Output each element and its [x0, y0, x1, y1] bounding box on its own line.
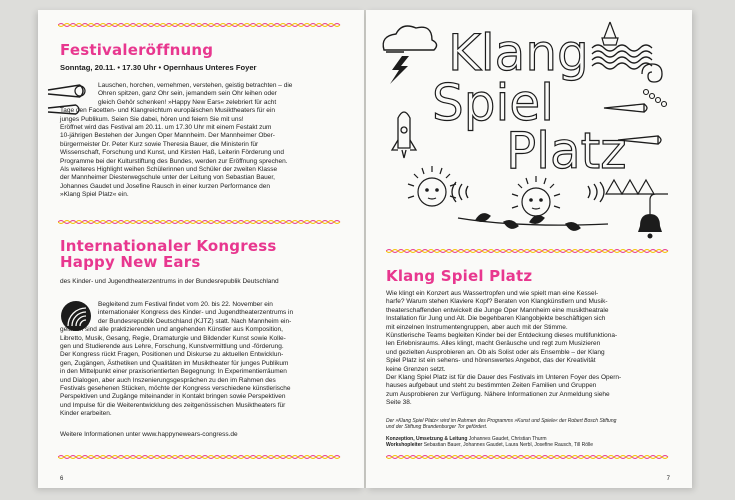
congress-line: Festivals gesehenen Stücken, möchte der Kongress verschiedene künstlerische [60, 385, 291, 392]
festival-line: bürgermeister Dr. Peter Kurz sowie Theresia Bauer, die Ministerin für [60, 140, 259, 148]
congress-title-line2: Happy New Ears [60, 253, 201, 271]
festival-line: Programme bei der Kulturstiftung des Bundes, werden zur Eröffnung sprechen. [60, 157, 288, 165]
congress-more-info: Weitere Informationen unter www.happynewears-congress.de [60, 431, 238, 438]
cloud-icon [383, 26, 436, 52]
funding-note-line: Der »Klang Spiel Platz« wird im Rahmen des Programms »Kunst und Spiele« der Robert Bosch Stiftung [386, 418, 617, 424]
hedgehog-icon [512, 176, 560, 216]
klang-line: Wie klingt ein Konzert aus Wassertropfen und wie spielt man eine Kessel- [386, 290, 599, 297]
page-number-left: 6 [60, 476, 64, 482]
credits-value: Johannes Gaudet, Christian Thurm [468, 436, 547, 442]
credits-line-2 [386, 442, 593, 448]
congress-line: Kinder erarbeiten. [60, 410, 112, 418]
top-wave-divider [58, 22, 344, 28]
rocket-icon [392, 112, 416, 158]
left-page [38, 10, 364, 488]
klang-spiel-platz-illustration [366, 10, 692, 255]
bell-icon [638, 214, 662, 239]
illustration-word-klang: Klang [448, 24, 589, 82]
festival-line: der Mannheimer Diesterwegschule unter der Leitung von Sebastian Bauer, [60, 174, 275, 182]
festival-line: 10-jährigen Bestehen der Jungen Oper Mannheim. Der Mannheimer Ober- [60, 132, 275, 140]
festival-line: Eröffnet wird das Festival am 20.11. um 17.30 Uhr mit einem Festakt zum [60, 124, 272, 131]
klang-line: mit einzelnen Instrumentengruppen, aber auch mit der Stimme. [386, 323, 568, 331]
congress-line: der Bundesrepublik Deutschland (KJTZ) statt. Nach Mannheim ein- [98, 317, 292, 325]
right-page [366, 10, 692, 488]
klang-line: zum Ausprobieren zur Verfügung. Nähere Informationen zur Anmeldung siehe [386, 390, 610, 398]
festival-line: »Klang Spiel Platz« ein. [60, 191, 129, 199]
water-waves-icon [592, 45, 652, 69]
sound-lines-icon [452, 182, 604, 202]
funding-note-line: und der Stiftung Brandenburger Tor gefördert. [386, 424, 488, 431]
congress-title-line1: Internationaler Kongress [60, 237, 277, 255]
klang-line: Künstlerische Teams begleiten Kinder bei der Entdeckung dieses multifunktiona- [386, 332, 618, 339]
congress-line: gen, Zugängen, Ästhetiken und Qualitäten im Musiktheater für junges Publikum [60, 359, 289, 367]
klang-line: Der Klang Spiel Platz ist für die Dauer des Festivals im Unteren Foyer des Opern- [386, 374, 622, 381]
klang-line: harfe? Warum stehen Klaviere Kopf? Beraten von Klangkünstlern und Musik- [386, 298, 608, 306]
congress-line: Perspektiven und Zugänge miteinander in Kontakt bringen sowie Perspektiven [60, 393, 286, 401]
festival-line: Lauschen, horchen, vernehmen, verstehen, geistig betrachten – die [98, 82, 293, 89]
klang-line: Spiel Platz ist ein sehens- und hörenswertes Angebot, das der Kreativität [386, 357, 596, 365]
credits-label: Konzeption, Umsetzung & Leitung [386, 436, 468, 442]
klang-line: len Erlebnisraums. Alles klingt, macht Geräusche und regt zum Musizieren [386, 340, 601, 348]
congress-line: Begleitend zum Festival findet vom 20. bis 22. November ein [98, 301, 273, 308]
hedgehog-icon [408, 166, 456, 206]
festival-line: Als weiteres Highlight weihen Schülerinnen und Schüler der zweiten Klasse [60, 166, 278, 173]
right-top-wave-divider [386, 248, 672, 254]
right-bottom-wave-divider [386, 454, 672, 460]
klang-line: Installation für Jung und Alt. Die begehbaren Klangobjekte beschäftigen sich [386, 315, 606, 323]
klang-spiel-platz-title: Klang Spiel Platz [386, 267, 533, 285]
congress-line: und Impulse für die Weiterentwicklung des zeitgenössischen Musiktheaters für [60, 401, 286, 409]
festival-subtitle: Sonntag, 20.11. • 17.30 Uhr • Opernhaus Unteres Foyer [60, 63, 257, 72]
klang-line: und gezielten Ausprobieren an. Ob als Solist oder als Ensemble – der Klang [386, 348, 605, 356]
klang-line: Seite 38. [386, 399, 412, 407]
congress-line: geladen sind alle praktizierenden und angehenden Künstler aus Komposition, [60, 326, 283, 334]
festival-title: Festivaleröffnung [60, 41, 214, 59]
festival-line: Ohren spitzen, ganz Ohr sein, jemandem sein Ohr leihen oder [98, 90, 277, 98]
lightning-icon [390, 56, 409, 84]
credits-label: Workshopleiter [386, 442, 423, 449]
festival-line: Tage den Facetten- und Klangreichtum europäischen Musiktheaters für ein [60, 107, 275, 115]
congress-line: in den Mittelpunkt einer praxisorientierten Begegnung: In Experimentierräumen [60, 368, 287, 376]
congress-subtitle: des Kinder- und Jugendtheaterzentrums in der Bundesrepublik Deutschland [60, 278, 279, 285]
bottom-wave-divider [58, 454, 344, 460]
festival-line: gleich Gehör schenken! »Happy New Ears« zelebriert für acht [98, 98, 277, 106]
beads-icon [644, 90, 667, 107]
congress-line: gen und Studierende aus Lehre, Forschung, Kunstvermittlung und -förderung. [60, 343, 284, 350]
congress-line: Der Kongress rückt Fragen, Positionen und Diskurse zu aktuellen Entwicklun- [60, 351, 284, 359]
congress-line: und Dialogen, aber auch Inszenierungsgesprächen zu den im Rahmen des [60, 376, 276, 384]
credits-value: Sebastian Bauer, Johannes Gaudet, Laura Nerbl, Josefine Rausch, Till Rölle [423, 442, 593, 449]
illustration-word-spiel: Spiel [432, 74, 555, 132]
swirl-icon [642, 64, 662, 82]
congress-line: Libretto, Musik, Gesang, Regie, Dramaturgie und Bildender Kunst sowie Kolle- [60, 334, 286, 342]
klang-line: theaterschaffenden entwickelt die Junge Oper Mannheim eine musiktheatrale [386, 306, 609, 314]
festival-line: junges Publikum. Seien Sie dabei, hören und feiern Sie mit uns! [60, 115, 244, 123]
paper-boat-icon [602, 22, 618, 45]
triangle-instrument-icon [606, 180, 654, 194]
page-number-right: 7 [666, 476, 670, 482]
festival-line: Johannes Gaudet und Josefine Rausch in einer kurzen Performance den [60, 182, 270, 190]
festival-line: Wissenschaft, Forschung und Kunst, und Kirsten Haß, Leiterin Förderung und [60, 149, 285, 157]
klang-line: keine Grenzen setzt. [386, 365, 446, 373]
illustration-word-platz: Platz [506, 122, 627, 180]
congress-line: internationaler Kongress des Kinder- und Jugendtheaterzentrums in [98, 309, 294, 317]
klang-line: hauses aufgebaut und steht zu bestimmten Zeiten Familien und Gruppen [386, 382, 597, 390]
middle-wave-divider [58, 219, 344, 225]
